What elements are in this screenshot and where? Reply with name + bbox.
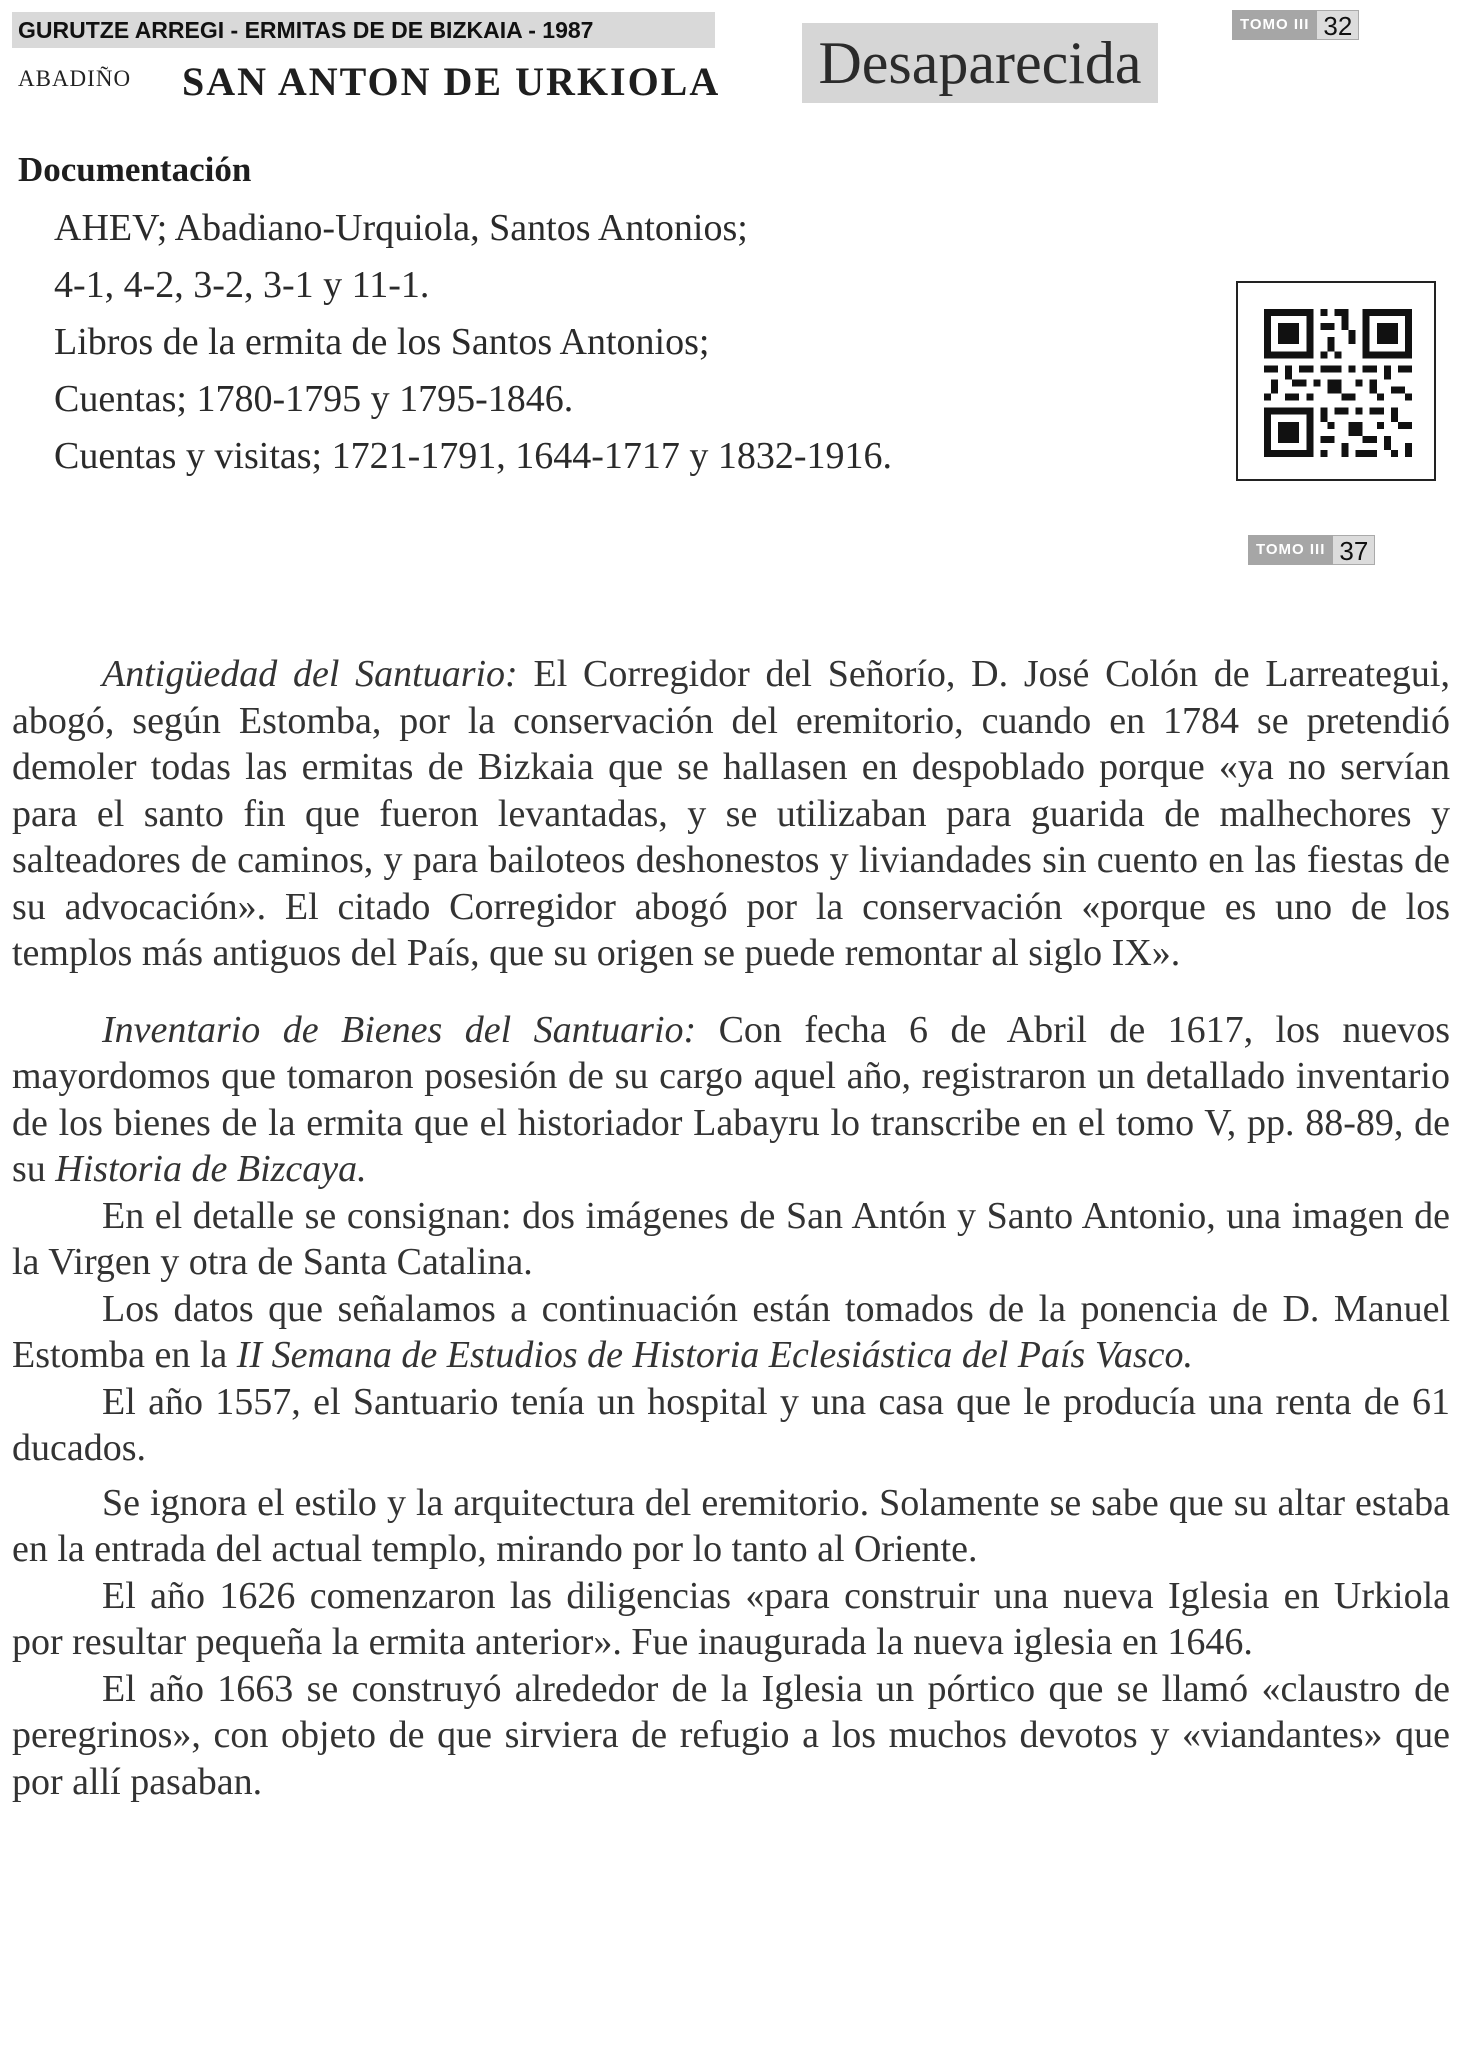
paragraph-antiguedad [12, 651, 1450, 977]
documentation-line: Libros de la ermita de los Santos Antonios; [54, 321, 710, 363]
qr-code-graphic [1264, 309, 1412, 457]
volume-page-badge [1232, 10, 1359, 40]
book-banner: GURUTZE ARREGI - ERMITAS DE DE BIZKAIA - 1987 [12, 12, 715, 48]
documentation-line: 4-1, 4-2, 3-2, 3-1 y 11-1. [54, 264, 430, 306]
paragraph-1663: El año 1663 se construyó alrededor de la Iglesia un pórtico que se llamó «claustro de peregrinos», con objeto de que sirviera de refugio a los muchos devotos y «viandantes» que por allí pasaban. [12, 1667, 1450, 1803]
paragraph-text: El Corregidor del Señorío, D. José Colón de Larreategui, abogó, según Estomba, por la conservación del eremitorio, cuando en 1784 se pretendió demoler todas las ermitas de Bizkaia que se hallasen en despoblado porque «ya no servían para el santo fin que fueron levantadas, y se utilizaban para guarida de malhechores y salteadores de caminos, y para bailoteos deshonestos y liviandades sin cuento en las fiestas de su advocación». El citado Corregidor abogó por la conservación «porque es uno de los templos más antiguos del País, que su origen se puede remontar al siglo IX». [12, 653, 1450, 974]
paragraph-text: Con fecha 6 de Abril de 1617, los nuevos mayordomos que tomaron posesión de su cargo aquel año, registraron un detallado inventario de los bienes de la ermita que el historiador Labayru lo transcribe en el tomo V, pp. 88-89, de su [12, 1008, 1450, 1190]
volume-label: TOMO III [1232, 10, 1317, 40]
volume-page-number: 32 [1317, 10, 1359, 40]
article-body [12, 651, 1450, 1805]
volume-page-badge [1248, 535, 1375, 565]
book-title: Historia de Bizcaya. [55, 1148, 367, 1190]
section-lead: Inventario de Bienes del Santuario: [102, 1008, 697, 1051]
qr-code-icon[interactable] [1236, 281, 1436, 481]
documentation-line: AHEV; Abadiano-Urquiola, Santos Antonios; [54, 207, 748, 249]
paragraph-datos [12, 1286, 1450, 1379]
documentation-line: Cuentas y visitas; 1721-1791, 1644-1717 y 1832-1916. [54, 435, 893, 477]
paragraph-1557: El año 1557, el Santuario tenía un hospital y una casa que le producía una renta de 61 ducados. [12, 1380, 1450, 1469]
paragraph-1626: El año 1626 comenzaron las diligencias «para construir una nueva Iglesia en Urkiola por resultar pequeña la ermita anterior». Fue inaugurada la nueva iglesia en 1646. [12, 1574, 1450, 1663]
paragraph-detalle: En el detalle se consignan: dos imágenes de San Antón y Santo Antonio, una imagen de la Virgen y otra de Santa Catalina. [12, 1194, 1450, 1283]
section-lead: Antigüedad del Santuario: [102, 653, 518, 695]
hermitage-title: SAN ANTON DE URKIOLA [182, 59, 721, 104]
paragraph-estilo: Se ignora el estilo y la arquitectura del eremitorio. Solamente se sabe que su altar estaba en la entrada del actual templo, mirando por lo tanto al Oriente. [12, 1481, 1450, 1570]
paragraph-text: Los datos que señalamos a continuación están tomados de la ponencia de D. Manuel Estomba en la [12, 1287, 1450, 1376]
documentation-line: Cuentas; 1780-1795 y 1795-1846. [54, 378, 574, 420]
documentation-heading: Documentación [18, 150, 252, 189]
municipality-label: ABADIÑO [18, 66, 132, 91]
documentation-list [54, 200, 892, 485]
conference-title: II Semana de Estudios de Historia Eclesiástica del País Vasco. [236, 1334, 1193, 1376]
volume-label: TOMO III [1248, 535, 1333, 565]
paragraph-inventario [12, 1007, 1450, 1193]
status-badge: Desaparecida [802, 23, 1158, 103]
volume-page-number: 37 [1333, 535, 1375, 565]
